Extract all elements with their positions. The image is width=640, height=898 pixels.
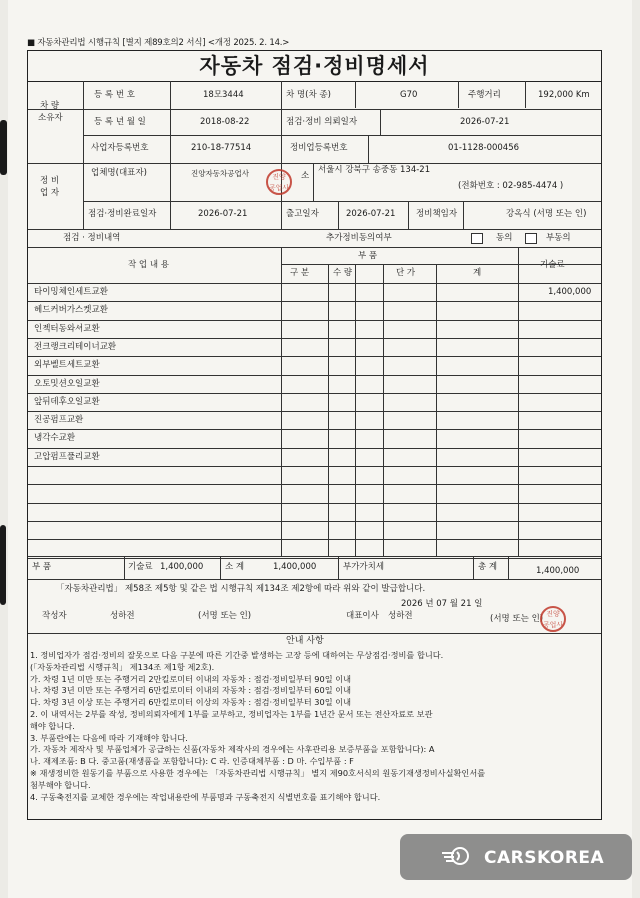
row-divider <box>28 320 601 321</box>
note-line: 해야 합니다. <box>30 720 75 731</box>
shop-reg-value: 01-1128-000456 <box>448 143 520 153</box>
note-line: 3. 부품란에는 다음에 따라 기재해야 합니다. <box>30 732 188 743</box>
work-item: 진공펌프교환 <box>34 415 84 426</box>
note-line: 다. 차령 3년 이상 또는 주행거리 6만킬로미터 이상의 자동차 : 점검·정비일부터 30일 이내 <box>30 697 352 708</box>
representative-sign-note: (서명 또는 인) <box>490 614 544 624</box>
note-line: 1. 정비업자가 점검·정비의 잘못으로 다음 구분에 따른 기간중 발생하는 고장 등에 대하여는 무상점검·정비를 합니다. <box>30 650 444 660</box>
biz-no-value: 210-18-77514 <box>191 143 252 153</box>
note-line: 나. 차령 3년 미만 또는 주행거리 6만킬로미터 이내의 자동차 : 점검·정비일부터 60일 이내 <box>30 685 352 696</box>
address-value: 서울시 강북구 송중동 134-21 <box>318 165 431 175</box>
shop-name-value: 진양자동차공업사 <box>191 169 249 178</box>
notes-title: 안내 사항 <box>286 636 324 646</box>
disagree-checkbox[interactable] <box>525 233 537 244</box>
row-divider <box>28 393 601 394</box>
writer-name: 성하전 <box>110 611 135 621</box>
row-divider <box>28 301 601 302</box>
note-line: 가. 자동차 제작사 및 부품업체가 공급하는 신품(자동차 제작사의 경우에는 사후관리용 보증부품을 포함합니다): A <box>30 744 435 755</box>
grand-total-label: 총 계 <box>478 562 498 572</box>
work-column-header: 작 업 내 용 <box>128 260 169 270</box>
model-value: G70 <box>400 90 418 100</box>
labor-total-label: 기술료 <box>128 562 153 572</box>
issue-date: 2026 년 07 월 21 일 <box>401 599 483 609</box>
request-date-label: 점검·정비 의뢰일자 <box>286 117 358 127</box>
labor-column-header: 기술료 <box>540 260 565 270</box>
address-label: 소 <box>301 171 310 181</box>
parts-column-header: 부 품 <box>358 251 378 261</box>
labor-total-value: 1,400,000 <box>160 562 204 572</box>
mileage-value: 192,000 Km <box>538 90 590 100</box>
subtotal-label: 소 계 <box>225 562 245 572</box>
row-divider <box>28 448 601 449</box>
row-divider <box>28 503 601 504</box>
row-divider <box>28 338 601 339</box>
work-item: 앞뒤데후오일교환 <box>34 396 100 407</box>
carskorea-logo-icon <box>440 845 472 867</box>
writer-label: 작성자 <box>42 611 67 621</box>
watermark-text: CARSKOREA <box>484 848 605 868</box>
row-divider <box>28 375 601 376</box>
subtotal-value: 1,400,000 <box>273 562 317 572</box>
release-date-value: 2026-07-21 <box>346 209 396 219</box>
company-seal-stamp: 진양 공업사 <box>540 606 566 632</box>
declaration-text: 「자동차관리법」 제58조 제5항 및 같은 법 시행규칙 제134조 제2항에 따라 위와 같이 발급합니다. <box>56 584 426 594</box>
manager-label: 정비책임자 <box>416 209 458 219</box>
note-line: 2. 이 내역서는 2부를 작성, 정비의뢰자에게 1부를 교부하고, 정비업자는 1부를 1년간 문서 또는 전산자료로 보관 <box>30 709 433 719</box>
form-title: 자동차 점검·정비명세서 <box>28 51 601 82</box>
writer-sign-note: (서명 또는 인) <box>198 611 252 621</box>
shop-name-label: 업체명(대표자) <box>91 168 147 178</box>
parts-type-header: 구 분 <box>290 268 310 278</box>
row-divider <box>28 558 601 559</box>
shop-operator-label: 업 자 <box>40 188 60 198</box>
mileage-label: 주행거리 <box>468 90 501 100</box>
row-divider <box>28 466 601 467</box>
row-divider <box>28 521 601 522</box>
done-date-label: 점검·정비완료일자 <box>88 209 157 219</box>
work-item: 고압펌프풀리교환 <box>34 451 100 462</box>
row-divider <box>28 356 601 357</box>
vehicle-owner-label: 소유자 <box>38 113 63 123</box>
disagree-label: 부동의 <box>546 233 571 243</box>
work-item: 헤드커버가스켓교환 <box>34 305 108 316</box>
consent-label: 추가정비동의여부 <box>326 233 392 243</box>
agree-label: 동의 <box>496 233 513 243</box>
note-line: 4. 구동축전지를 교체한 경우에는 작업내용란에 부품명과 구동축전지 식별번호를 표기해야 합니다. <box>30 791 381 802</box>
work-item: 냉각수교환 <box>34 433 76 444</box>
row-divider <box>28 539 601 540</box>
note-line: (「자동차관리법 시행규칙」 제134조 제1항 제2호). <box>30 661 215 672</box>
vat-label: 부가가치세 <box>343 562 385 572</box>
row-divider <box>28 429 601 430</box>
note-line: 첨부해야 합니다. <box>30 779 91 790</box>
reg-no-label: 등 록 번 호 <box>94 90 135 100</box>
parts-qty-header: 수 량 <box>333 268 353 278</box>
done-date-value: 2026-07-21 <box>198 209 248 219</box>
note-line: ※ 재생정비한 원동기를 부품으로 사용한 경우에는 「자동차관리법 시행규칙」 별지 제90호서식의 원동기재생정비사실확인서를 <box>30 768 486 778</box>
work-item-labor: 1,400,000 <box>548 287 592 297</box>
manager-value: 강옥식 (서명 또는 인) <box>506 209 587 219</box>
biz-no-label: 사업자등록번호 <box>91 143 149 153</box>
note-line: 나. 재제조품: B 다. 중고품(재생품을 포함합니다): C 라. 인증대체부품 : D 마. 수입부품 : F <box>30 756 354 767</box>
row-divider <box>28 411 601 412</box>
vehicle-section-label: 차 량 <box>40 101 60 111</box>
work-item: 외부벨트세트교환 <box>34 360 100 371</box>
shop-reg-label: 정비업등록번호 <box>290 143 348 153</box>
row-divider <box>28 484 601 485</box>
reg-no-value: 18모3444 <box>203 90 244 100</box>
work-item: 타이밍체인세트교환 <box>34 287 108 297</box>
work-item: 오토밋션오일교환 <box>34 378 100 389</box>
phone-value: (전화번호 : 02-985-4474 ) <box>458 181 564 191</box>
release-date-label: 출고일자 <box>286 209 319 219</box>
shop-section-label: 정 비 <box>40 176 60 186</box>
work-item: 전크랭크리테이너교환 <box>34 341 117 352</box>
representative-label: 대표이사 <box>346 611 379 621</box>
form-reference-note: ■ 자동차관리법 시행규칙 [별지 제89호의2 서식] <개정 2025. 2. 14.> <box>27 38 290 48</box>
note-line: 가. 차령 1년 미만 또는 주행거리 2만킬로미터 이내의 자동차 : 점검·정비일부터 90일 이내 <box>30 673 352 684</box>
work-item: 인젝터동와셔교환 <box>34 323 100 334</box>
reg-date-value: 2018-08-22 <box>200 117 250 127</box>
parts-unit-price-header: 단 가 <box>396 268 416 278</box>
representative-name: 성하전 <box>388 611 413 621</box>
reg-date-label: 등 록 년 월 일 <box>94 117 146 127</box>
grand-total-value: 1,400,000 <box>536 566 580 576</box>
model-label: 차 명(차 종) <box>286 90 331 100</box>
maintenance-statement-form <box>27 50 602 820</box>
inspect-label: 점검 · 정비내역 <box>63 233 121 243</box>
parts-sum-header: 계 <box>473 268 482 278</box>
agree-checkbox[interactable] <box>471 233 483 244</box>
parts-total-label: 부 품 <box>32 562 52 572</box>
request-date-value: 2026-07-21 <box>460 117 510 127</box>
shop-seal-stamp: 진양 공업사 <box>266 169 292 195</box>
